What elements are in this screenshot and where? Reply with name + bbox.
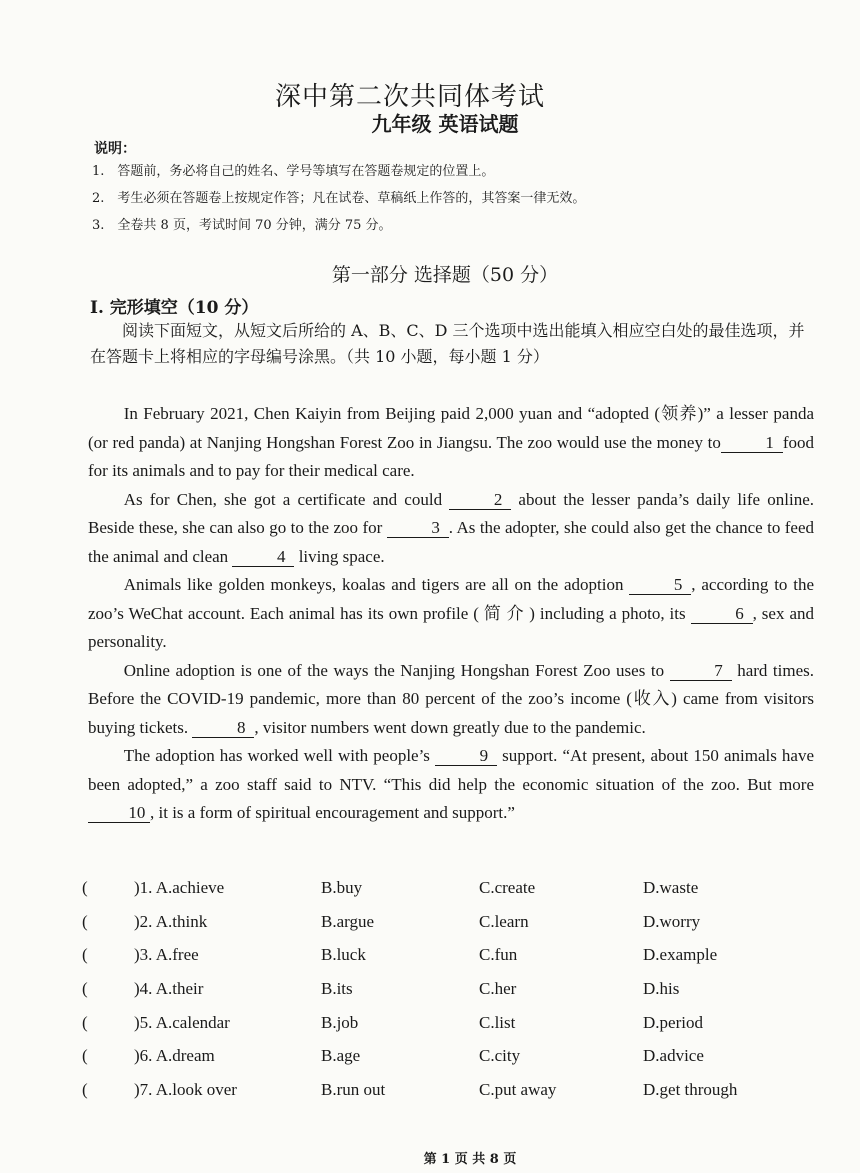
option-a: )1. A.achieve: [134, 878, 225, 897]
question-row: [80, 979, 780, 1013]
blank-1: 1: [721, 434, 783, 453]
question-row: [80, 1046, 780, 1080]
question-row: [80, 945, 780, 979]
answer-paren[interactable]: (: [82, 1046, 88, 1066]
exam-subtitle: 九年级 英语试题: [371, 112, 519, 136]
option-c: C.learn: [479, 911, 529, 931]
blank-9: 9: [435, 747, 497, 766]
option-a: )7. A.look over: [134, 1080, 237, 1100]
option-b: B.age: [321, 1046, 361, 1066]
notes-label: 说明：: [94, 141, 136, 157]
question-options: [80, 878, 780, 1114]
blank-6: 6: [691, 605, 753, 624]
option-c: C.fun: [479, 945, 518, 965]
option-c: C.list: [479, 1012, 516, 1032]
answer-paren[interactable]: (: [82, 878, 88, 897]
option-d: D.period: [643, 1012, 703, 1032]
passage-paragraph: Online adoption is one of the ways the Nanjing Hongshan Forest Zoo uses to 7 hard times. Before the COVID-19 pandemic, more than 80 percent of the zoo’s income (收入) came from visitors buying tickets. 8 , visitor numbers went down greatly due to the pandemic.: [88, 660, 815, 737]
question-row: [80, 912, 780, 946]
option-d: D.his: [643, 979, 680, 999]
section-instructions: 阅读下面短文，从短文后所给的 A、B、C、D 三个选项中选出能填入相应空白处的最佳选项，并在答题卡上将相应的字母编号涂黑。（共 10 小题，每小题 1 分）: [90, 321, 805, 366]
option-c: C.city: [479, 1046, 521, 1066]
option-b: B.job: [321, 1012, 359, 1032]
blank-5: 5: [629, 576, 691, 595]
option-b: B.its: [321, 979, 353, 999]
option-a: )2. A.think: [134, 911, 208, 931]
passage-paragraph: The adoption has worked well with people’s 9 support. “At present, about 150 animals have been adopted,” a zoo staff said to NTV. “This did help the economic situation of the zoo. But more 10 , it is a form of spiritual encouragement and support.”: [88, 746, 815, 822]
note-item: 1. 答题前，务必将自己的姓名、学号等填写在答题卷规定的位置上。: [92, 164, 495, 179]
option-b: B.run out: [321, 1080, 386, 1100]
answer-paren[interactable]: (: [82, 1012, 88, 1032]
blank-7: 7: [670, 662, 732, 681]
option-c: C.her: [479, 979, 517, 999]
option-c: C.put away: [479, 1080, 557, 1100]
blank-10: 10: [88, 804, 150, 823]
note-item: 2. 考生必须在答题卷上按规定作答；凡在试卷、草稿纸上作答的，其答案一律无效。: [92, 191, 586, 206]
option-d: D.example: [643, 945, 718, 965]
passage-paragraph: In February 2021, Chen Kaiyin from Beijing paid 2,000 yuan and “adopted (领养)” a lesser panda (or red panda) at Nanjing Hongshan Forest Zoo in Jiangsu. The zoo would use the money to 1 food for its animals and to pay for their medical care.: [88, 404, 814, 480]
option-b: B.luck: [321, 945, 366, 965]
option-d: D.get through: [643, 1080, 738, 1100]
option-a: )3. A.free: [134, 945, 199, 965]
passage-paragraph: Animals like golden monkeys, koalas and tigers are all on the adoption 5 , according to the zoo’s WeChat account. Each animal has its own profile ( 简 介 ) including a photo, its 6 , sex and personality.: [88, 575, 815, 651]
answer-paren[interactable]: (: [82, 945, 88, 965]
option-b: B.argue: [321, 911, 375, 931]
question-row: [80, 1080, 780, 1114]
blank-8: 8: [192, 719, 254, 738]
option-d: D.advice: [643, 1046, 704, 1066]
answer-paren[interactable]: (: [82, 979, 88, 999]
answer-paren[interactable]: (: [82, 911, 88, 931]
question-row: [80, 1013, 780, 1047]
option-c: C.create: [479, 878, 536, 897]
option-a: )5. A.calendar: [134, 1012, 230, 1032]
blank-3: 3: [387, 519, 449, 538]
section-heading: I. 完形填空（10 分）: [90, 298, 259, 318]
cloze-passage: [88, 400, 814, 828]
passage-paragraph: As for Chen, she got a certificate and could 2 about the lesser panda’s daily life online. Beside these, she can also go to the zoo for 3 . As the adopter, she could also get the chance to feed the animal and clean 4 living space.: [88, 489, 814, 566]
page-footer: 第 1 页 共 8 页: [423, 1152, 517, 1167]
option-b: B.buy: [321, 878, 363, 897]
option-d: D.worry: [643, 911, 701, 931]
note-item: 3. 全卷共 8 页，考试时间 70 分钟，满分 75 分。: [92, 218, 392, 233]
option-d: D.waste: [643, 878, 699, 897]
option-a: )4. A.their: [134, 979, 204, 999]
blank-4: 4: [232, 548, 294, 567]
notes-list: [92, 162, 792, 243]
answer-paren[interactable]: (: [82, 1080, 88, 1100]
exam-title: 深中第二次共同体考试: [274, 82, 545, 112]
part-heading: 第一部分 选择题（50 分）: [331, 264, 559, 286]
option-a: )6. A.dream: [134, 1046, 215, 1066]
blank-2: 2: [449, 491, 511, 510]
question-row: [80, 878, 780, 912]
